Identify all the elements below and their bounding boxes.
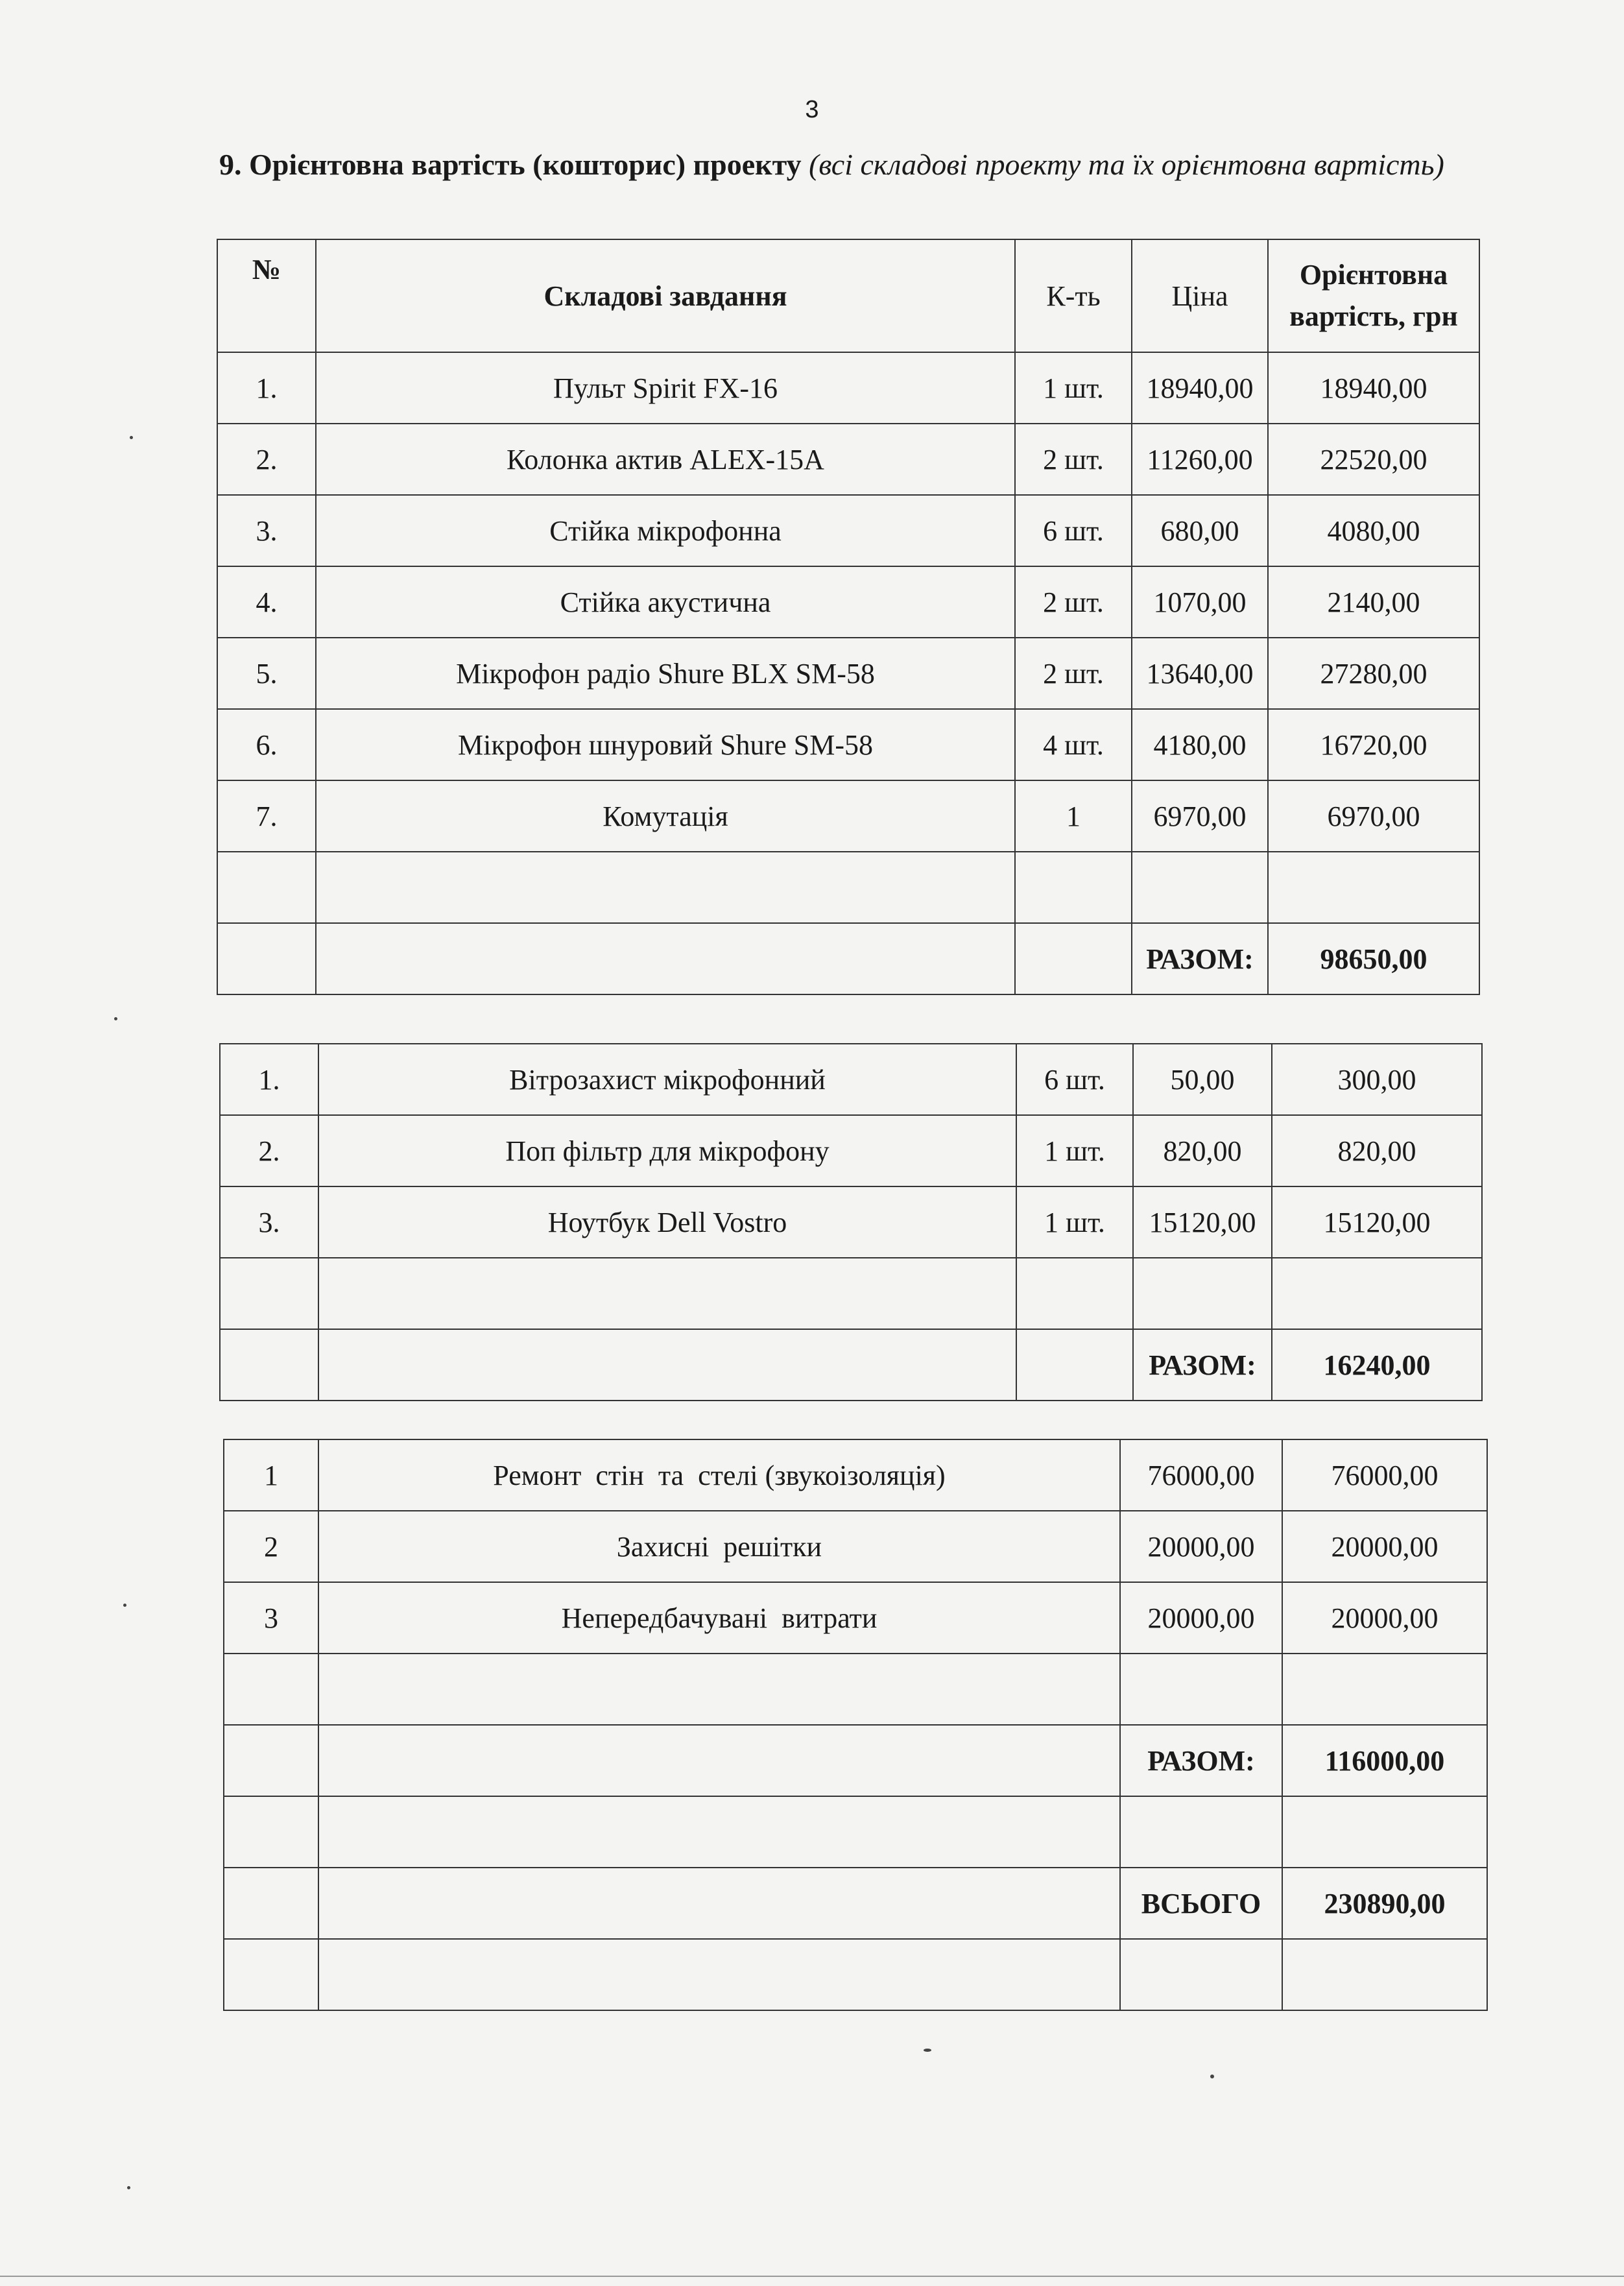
header-task: Складові завдання — [316, 239, 1015, 352]
row-price: 1070,00 — [1132, 566, 1268, 638]
row-cost: 15120,00 — [1272, 1186, 1482, 1258]
row-price: 680,00 — [1132, 495, 1268, 566]
row-cost: 27280,00 — [1268, 638, 1479, 709]
row-quantity: 1 шт. — [1016, 1115, 1133, 1186]
row-task: Мікрофон радіо Shure BLX SM-58 — [316, 638, 1015, 709]
row-task: Колонка актив ALEX-15A — [316, 424, 1015, 495]
total-label: РАЗОМ: — [1120, 1725, 1282, 1796]
row-price: 6970,00 — [1132, 780, 1268, 852]
row-quantity: 6 шт. — [1015, 495, 1132, 566]
table-row — [217, 638, 1479, 709]
row-cost: 6970,00 — [1268, 780, 1479, 852]
row-cost: 16720,00 — [1268, 709, 1479, 780]
row-number: 3 — [224, 1582, 318, 1654]
row-task: Комутація — [316, 780, 1015, 852]
row-cost: 76000,00 — [1282, 1439, 1487, 1511]
row-task: Мікрофон шнуровий Shure SM-58 — [316, 709, 1015, 780]
scan-speck — [123, 1604, 126, 1607]
total-row — [220, 1329, 1482, 1401]
table-row — [217, 780, 1479, 852]
grand-total-label: ВСЬОГО — [1120, 1868, 1282, 1939]
header-price: Ціна — [1132, 239, 1268, 352]
row-number: 3. — [217, 495, 316, 566]
header-cost-line2: вартість, грн — [1289, 300, 1458, 332]
row-number: 6. — [217, 709, 316, 780]
row-quantity: 1 шт. — [1015, 352, 1132, 424]
table-row — [217, 424, 1479, 495]
total-value: 98650,00 — [1268, 923, 1479, 994]
section-heading — [219, 144, 1477, 186]
row-number: 3. — [220, 1186, 318, 1258]
row-number: 2. — [220, 1115, 318, 1186]
row-quantity: 2 шт. — [1015, 566, 1132, 638]
budget-table-equipment — [217, 239, 1480, 995]
table-row — [217, 566, 1479, 638]
scan-speck — [127, 2186, 130, 2189]
row-quantity: 2 шт. — [1015, 638, 1132, 709]
row-cost: 18940,00 — [1268, 352, 1479, 424]
row-task: Ремонт стін та стелі (звукоізоляція) — [318, 1439, 1120, 1511]
row-price: 76000,00 — [1120, 1439, 1282, 1511]
row-price: 20000,00 — [1120, 1511, 1282, 1582]
table-row — [217, 352, 1479, 424]
row-number: 2 — [224, 1511, 318, 1582]
row-number: 2. — [217, 424, 316, 495]
row-price: 4180,00 — [1132, 709, 1268, 780]
row-cost: 4080,00 — [1268, 495, 1479, 566]
table-row — [220, 1186, 1482, 1258]
row-price: 50,00 — [1133, 1044, 1272, 1115]
row-number: 4. — [217, 566, 316, 638]
row-quantity: 6 шт. — [1016, 1044, 1133, 1115]
row-quantity: 1 — [1015, 780, 1132, 852]
row-price: 13640,00 — [1132, 638, 1268, 709]
row-price: 20000,00 — [1120, 1582, 1282, 1654]
row-task: Стійка акустична — [316, 566, 1015, 638]
page-number: 3 — [805, 96, 819, 123]
row-cost: 820,00 — [1272, 1115, 1482, 1186]
table-row — [220, 1115, 1482, 1186]
grand-total-row — [224, 1868, 1487, 1939]
row-price: 18940,00 — [1132, 352, 1268, 424]
total-row — [217, 923, 1479, 994]
table-row — [224, 1439, 1487, 1511]
row-task: Вітрозахист мікрофонний — [318, 1044, 1016, 1115]
row-cost: 20000,00 — [1282, 1582, 1487, 1654]
total-label: РАЗОМ: — [1132, 923, 1268, 994]
table-row — [220, 1044, 1482, 1115]
total-value: 16240,00 — [1272, 1329, 1482, 1401]
budget-table-renovation — [223, 1439, 1488, 2011]
heading-subtitle: (всі складові проекту та їх орієнтовна вартість) — [809, 148, 1444, 181]
row-price: 11260,00 — [1132, 424, 1268, 495]
row-number: 7. — [217, 780, 316, 852]
empty-row — [224, 1939, 1487, 2010]
row-quantity: 2 шт. — [1015, 424, 1132, 495]
row-task: Стійка мікрофонна — [316, 495, 1015, 566]
row-task: Ноутбук Dell Vostro — [318, 1186, 1016, 1258]
header-cost-line1: Орієнтовна — [1299, 259, 1448, 291]
scan-speck — [114, 1017, 117, 1020]
row-task: Непередбачувані витрати — [318, 1582, 1120, 1654]
scan-speck — [1210, 2075, 1214, 2078]
heading-title: 9. Орієнтовна вартість (кошторис) проекту — [219, 148, 802, 181]
empty-row — [217, 852, 1479, 923]
header-cost — [1268, 239, 1479, 352]
empty-row — [224, 1796, 1487, 1868]
header-quantity: К-ть — [1015, 239, 1132, 352]
table-row — [217, 495, 1479, 566]
scan-speck — [924, 2049, 931, 2052]
row-cost: 22520,00 — [1268, 424, 1479, 495]
table-row — [217, 709, 1479, 780]
row-task: Захисні решітки — [318, 1511, 1120, 1582]
row-number: 1. — [220, 1044, 318, 1115]
row-price: 15120,00 — [1133, 1186, 1272, 1258]
row-number: 1. — [217, 352, 316, 424]
table-row — [224, 1582, 1487, 1654]
empty-row — [220, 1258, 1482, 1329]
table-row — [224, 1511, 1487, 1582]
total-value: 116000,00 — [1282, 1725, 1487, 1796]
table-header-row — [217, 239, 1479, 352]
row-number: 5. — [217, 638, 316, 709]
scan-speck — [130, 436, 133, 439]
page-edge-line — [0, 2276, 1624, 2277]
row-task: Пульт Spirit FX-16 — [316, 352, 1015, 424]
header-number: № — [217, 239, 316, 352]
row-cost: 300,00 — [1272, 1044, 1482, 1115]
row-number: 1 — [224, 1439, 318, 1511]
row-cost: 20000,00 — [1282, 1511, 1487, 1582]
total-row — [224, 1725, 1487, 1796]
row-quantity: 1 шт. — [1016, 1186, 1133, 1258]
grand-total-value: 230890,00 — [1282, 1868, 1487, 1939]
row-cost: 2140,00 — [1268, 566, 1479, 638]
budget-table-accessories — [219, 1043, 1483, 1401]
row-task: Поп фільтр для мікрофону — [318, 1115, 1016, 1186]
total-label: РАЗОМ: — [1133, 1329, 1272, 1401]
row-quantity: 4 шт. — [1015, 709, 1132, 780]
empty-row — [224, 1654, 1487, 1725]
row-price: 820,00 — [1133, 1115, 1272, 1186]
